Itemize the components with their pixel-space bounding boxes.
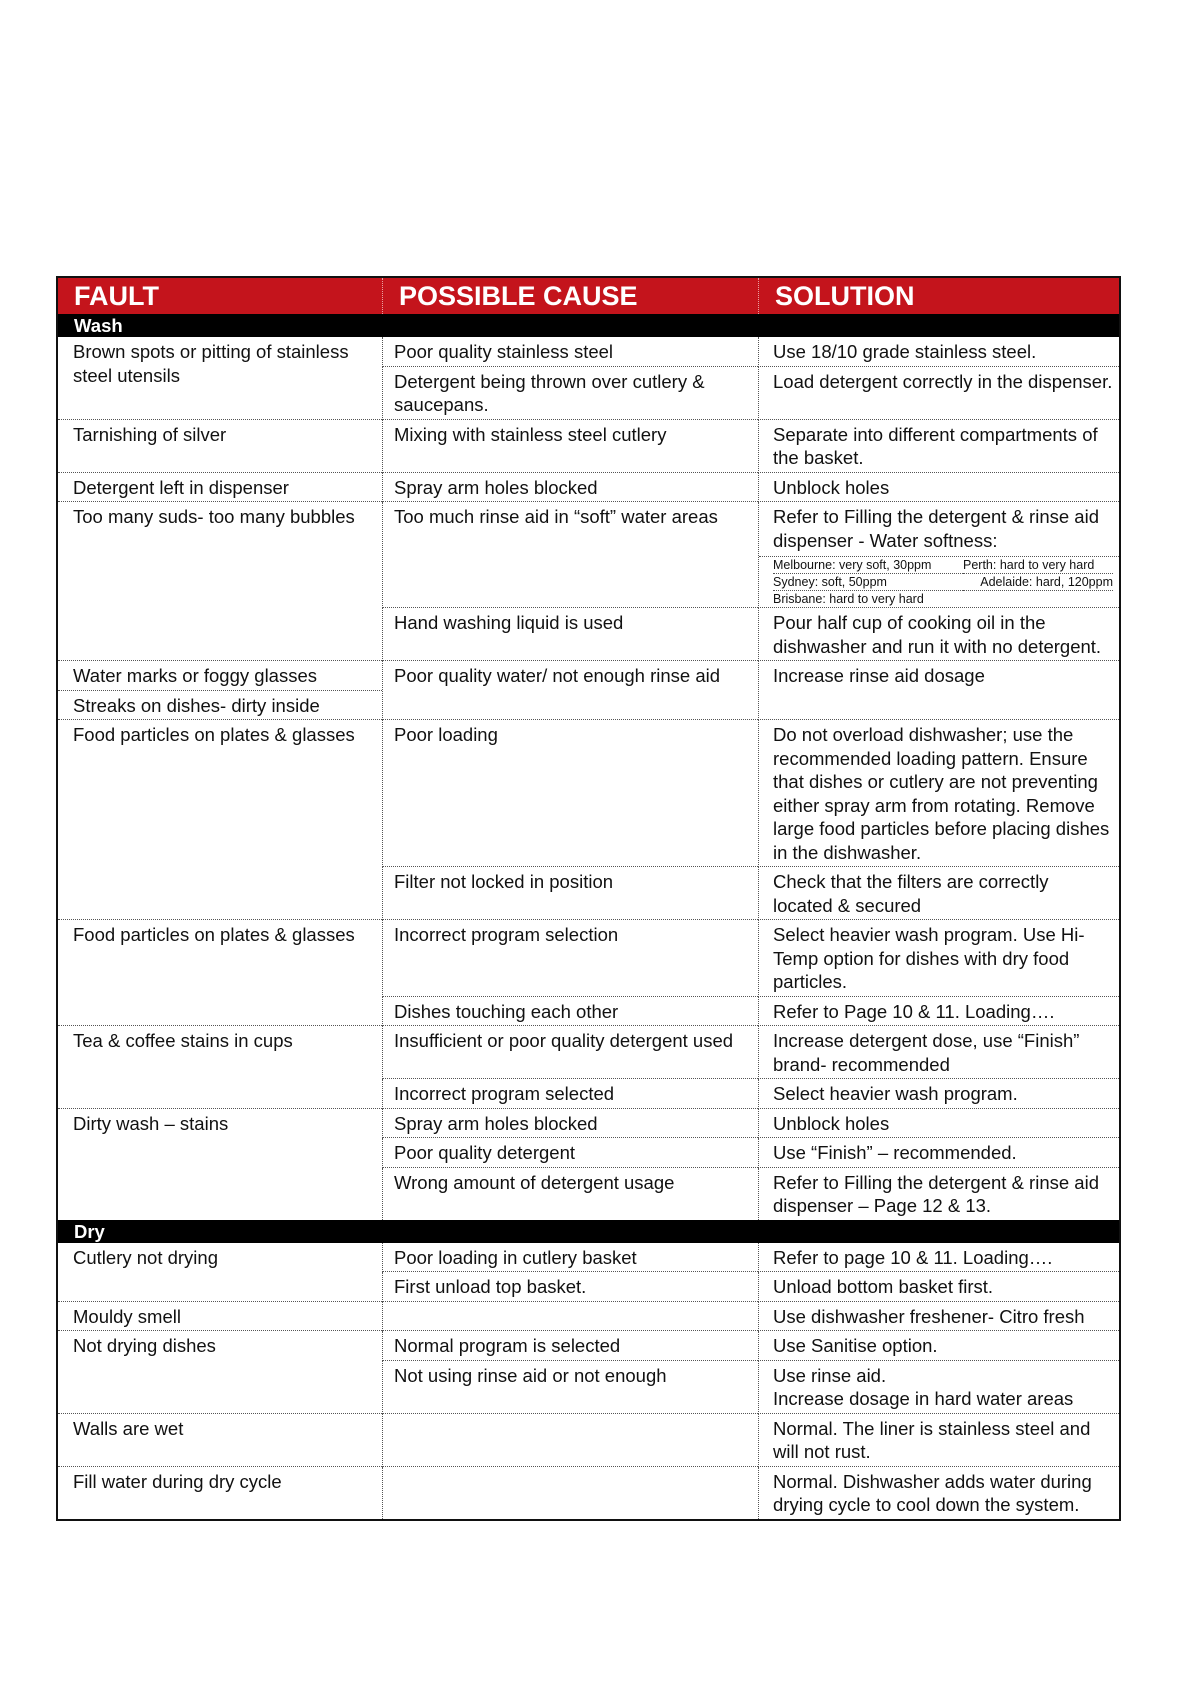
dry-group-0 bbox=[58, 1243, 1119, 1302]
cause-cell: Poor loading in cutlery basket bbox=[382, 1243, 758, 1273]
fault-cell: Brown spots or pitting of stainless steel utensils bbox=[58, 337, 382, 420]
cause-cell: Poor quality detergent bbox=[382, 1138, 758, 1168]
cause-cell: First unload top basket. bbox=[382, 1272, 758, 1302]
cause-cell: Not using rinse aid or not enough bbox=[382, 1361, 758, 1414]
cause-cell: Insufficient or poor quality detergent used bbox=[382, 1026, 758, 1079]
cause-cell: Spray arm holes blocked bbox=[382, 473, 758, 503]
solution-cell: Pour half cup of cooking oil in the dishwasher and run it with no detergent. bbox=[758, 608, 1119, 661]
wash-group-9 bbox=[58, 1109, 1119, 1220]
fault-cell: Food particles on plates & glasses bbox=[58, 720, 382, 920]
wash-group-7 bbox=[58, 920, 1119, 1026]
solution-cell: Use Sanitise option. bbox=[758, 1331, 1119, 1361]
cause-cell: Poor loading bbox=[382, 720, 758, 867]
solution-cell: Unblock holes bbox=[758, 473, 1119, 503]
dry-group-1 bbox=[58, 1302, 1119, 1332]
dry-group-2 bbox=[58, 1331, 1119, 1414]
solution-cell: Select heavier wash program. Use Hi-Temp option for dishes with dry food particles. bbox=[758, 920, 1119, 997]
softness-perth: Perth: hard to very hard bbox=[963, 557, 1113, 574]
fault-cell: Tea & coffee stains in cups bbox=[58, 1026, 382, 1109]
cause-cell: Hand washing liquid is used bbox=[382, 608, 758, 661]
dry-group-3 bbox=[58, 1414, 1119, 1467]
solution-cell: Use rinse aid. Increase dosage in hard water areas bbox=[758, 1361, 1119, 1414]
cause-cell: Poor quality water/ not enough rinse aid bbox=[382, 661, 758, 720]
section-dry: Dry bbox=[58, 1220, 1119, 1243]
fault-cell: Detergent left in dispenser bbox=[58, 473, 382, 503]
fault-cell: Streaks on dishes- dirty inside bbox=[58, 691, 382, 721]
solution-cell: Refer to Page 10 & 11. Loading…. bbox=[758, 997, 1119, 1027]
solution-cell: Use 18/10 grade stainless steel. bbox=[758, 337, 1119, 367]
wash-group-4 bbox=[58, 661, 1119, 720]
softness-sydney: Sydney: soft, 50ppm bbox=[773, 574, 963, 591]
cause-cell: Too much rinse aid in “soft” water areas bbox=[382, 502, 758, 608]
solution-cell bbox=[758, 502, 1119, 608]
cause-cell: Mixing with stainless steel cutlery bbox=[382, 420, 758, 473]
solution-cell: Increase rinse aid dosage bbox=[758, 661, 1119, 720]
solution-cell: Normal. The liner is stainless steel and will not rust. bbox=[758, 1414, 1119, 1467]
solution-cell: Unload bottom basket first. bbox=[758, 1272, 1119, 1302]
cause-cell: Dishes touching each other bbox=[382, 997, 758, 1027]
cause-cell: Normal program is selected bbox=[382, 1331, 758, 1361]
table-header bbox=[58, 278, 1119, 314]
fault-cell: Dirty wash – stains bbox=[73, 1112, 229, 1134]
troubleshooting-table bbox=[56, 276, 1121, 1521]
solution-cell: Load detergent correctly in the dispenser. bbox=[758, 367, 1119, 420]
solution-text: Refer to Filling the detergent & rinse aid dispenser - Water softness: bbox=[773, 506, 1099, 551]
wash-group-3 bbox=[58, 502, 1119, 661]
solution-cell: Normal. Dishwasher adds water during drying cycle to cool down the system. bbox=[758, 1467, 1119, 1519]
solution-cell: Use “Finish” – recommended. bbox=[758, 1138, 1119, 1168]
solution-cell: Use dishwasher freshener- Citro fresh bbox=[758, 1302, 1119, 1332]
fault-cell: Mouldy smell bbox=[58, 1302, 382, 1332]
softness-brisbane: Brisbane: hard to very hard bbox=[773, 592, 924, 606]
wash-group-2 bbox=[58, 473, 1119, 503]
fault-cell: Water marks or foggy glasses bbox=[58, 661, 382, 691]
fault-cell: Food particles on plates & glasses bbox=[58, 920, 382, 1026]
solution-cell: Refer to Filling the detergent & rinse aid dispenser – Page 12 & 13. bbox=[758, 1168, 1119, 1220]
cause-cell: Detergent being thrown over cutlery & saucepans. bbox=[382, 367, 758, 420]
dry-group-4 bbox=[58, 1467, 1119, 1519]
cause-cell: Wrong amount of detergent usage bbox=[382, 1168, 758, 1220]
cause-cell bbox=[382, 1302, 758, 1332]
header-solution: SOLUTION bbox=[758, 278, 1119, 314]
solution-cell: Increase detergent dose, use “Finish” brand- recommended bbox=[758, 1026, 1119, 1079]
cause-cell: Spray arm holes blocked bbox=[382, 1109, 758, 1139]
softness-adelaide: Adelaide: hard, 120ppm bbox=[963, 574, 1113, 591]
cause-cell: Filter not locked in position bbox=[382, 867, 758, 920]
solution-cell: Check that the filters are correctly located & secured bbox=[758, 867, 1119, 920]
header-cause: POSSIBLE CAUSE bbox=[382, 278, 758, 314]
fault-cell: Walls are wet bbox=[58, 1414, 382, 1467]
water-softness-table bbox=[759, 556, 1119, 607]
solution-cell: Refer to page 10 & 11. Loading…. bbox=[758, 1243, 1119, 1273]
fault-cell: Tarnishing of silver bbox=[58, 420, 382, 473]
wash-group-1 bbox=[58, 420, 1119, 473]
solution-cell: Separate into different compartments of the basket. bbox=[758, 420, 1119, 473]
solution-cell: Unblock holes bbox=[758, 1109, 1119, 1139]
softness-melbourne: Melbourne: very soft, 30ppm bbox=[773, 557, 963, 574]
section-wash: Wash bbox=[58, 314, 1119, 337]
cause-cell: Incorrect program selected bbox=[382, 1079, 758, 1109]
cause-cell bbox=[382, 1414, 758, 1467]
wash-group-0 bbox=[58, 337, 1119, 420]
fault-cell: Cutlery not drying bbox=[58, 1243, 382, 1302]
solution-cell: Do not overload dishwasher; use the recommended loading pattern. Ensure that dishes or cutlery are not preventing either spray arm from rotating. Remove large food particles before placing dishes in the dishwasher. bbox=[758, 720, 1119, 867]
fault-cell: Too many suds- too many bubbles bbox=[58, 502, 382, 661]
header-fault: FAULT bbox=[74, 280, 159, 311]
wash-group-6 bbox=[58, 720, 1119, 920]
cause-cell bbox=[382, 1467, 758, 1519]
solution-cell: Select heavier wash program. bbox=[758, 1079, 1119, 1109]
cause-cell: Poor quality stainless steel bbox=[382, 337, 758, 367]
fault-cell: Fill water during dry cycle bbox=[73, 1470, 282, 1492]
fault-cell: Not drying dishes bbox=[58, 1331, 382, 1414]
cause-cell: Incorrect program selection bbox=[382, 920, 758, 997]
wash-group-8 bbox=[58, 1026, 1119, 1109]
